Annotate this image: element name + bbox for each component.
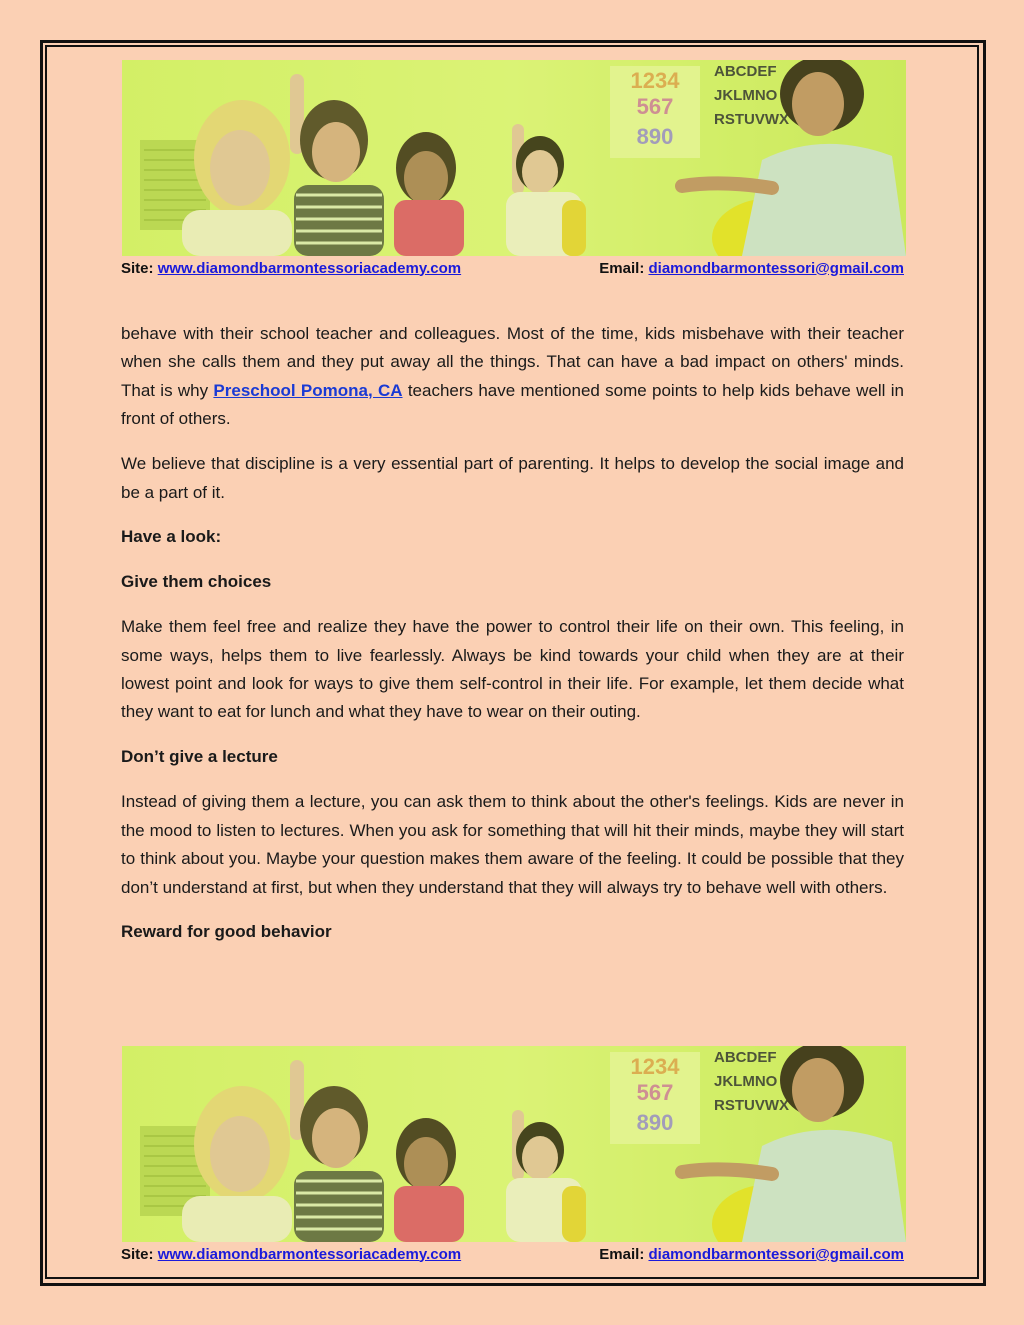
numbers-row-1: 1234: [630, 1054, 680, 1079]
header-banner-image: [122, 60, 906, 256]
heading-reward: Reward for good behavior: [121, 922, 332, 942]
footer-banner-image: [122, 1046, 906, 1242]
paragraph-choices: Make them feel free and realize they have the power to control their life on their own. This feeling, in some ways, helps them to live fearlessly. Always be kind towards your child when they are at their lowest point and look for ways to give them self-control in their life. For example, let them decide what they want to eat for lunch and what they have to wear on their outing.: [121, 617, 904, 722]
contact-row-top: [121, 257, 904, 279]
email-link[interactable]: diamondbarmontessori@gmail.com: [648, 1245, 904, 1263]
contact-row-bottom: [121, 1243, 904, 1265]
email-label: Email:: [599, 1245, 645, 1263]
email-info: [599, 260, 904, 277]
numbers-row-3: 890: [636, 1110, 674, 1135]
alphabet-row-1: ABCDEF: [714, 1049, 777, 1066]
site-info: [121, 260, 461, 277]
preschool-pomona-link[interactable]: Preschool Pomona, CA: [213, 380, 403, 400]
site-label: Site:: [121, 1245, 154, 1263]
site-link[interactable]: www.diamondbarmontessoriacademy.com: [157, 1245, 462, 1263]
alphabet-row-2: JKLMNO: [714, 87, 778, 104]
paragraph-intro-text-2: teachers have mentioned some points to help kids behave well in front of others.: [121, 380, 904, 429]
paragraph-intro: [121, 320, 904, 434]
paragraph-discipline: We believe that discipline is a very essential part of parenting. It helps to develop the social image and be a part of it.: [121, 454, 904, 502]
numbers-row-3: 890: [636, 124, 674, 149]
heading-no-lecture: Don’t give a lecture: [121, 747, 278, 767]
alphabet-row-2: JKLMNO: [714, 1073, 778, 1090]
site-label: Site:: [121, 259, 154, 277]
site-link[interactable]: www.diamondbarmontessoriacademy.com: [157, 259, 462, 277]
paragraph-intro-text-1: behave with their school teacher and colleagues. Most of the time, kids misbehave with their teacher when she calls them and they put away all the things. That can have a bad impact on others' minds. That is why: [121, 324, 904, 400]
site-info: [121, 1246, 461, 1263]
paragraph-lecture: Instead of giving them a lecture, you can ask them to think about the other's feelings. Kids are never in the mood to listen to lectures. When you ask for something that will hit their minds, maybe they will start to think about you. Maybe your question makes them aware of the feeling. It could be possible that they don’t understand at first, but when they understand that they will always try to behave well with others.: [121, 792, 904, 897]
email-link[interactable]: diamondbarmontessori@gmail.com: [648, 259, 904, 277]
heading-give-choices: Give them choices: [121, 572, 272, 592]
alphabet-row-3: RSTUVWX: [714, 1097, 789, 1114]
email-info: [599, 1246, 904, 1263]
numbers-row-1: 1234: [630, 68, 680, 93]
heading-have-a-look: Have a look:: [121, 527, 222, 547]
numbers-row-2: 567: [636, 94, 674, 119]
email-label: Email:: [599, 259, 645, 277]
alphabet-row-3: RSTUVWX: [714, 111, 789, 128]
article-body: [121, 320, 904, 963]
alphabet-row-1: ABCDEF: [714, 63, 777, 80]
numbers-row-2: 567: [636, 1080, 674, 1105]
